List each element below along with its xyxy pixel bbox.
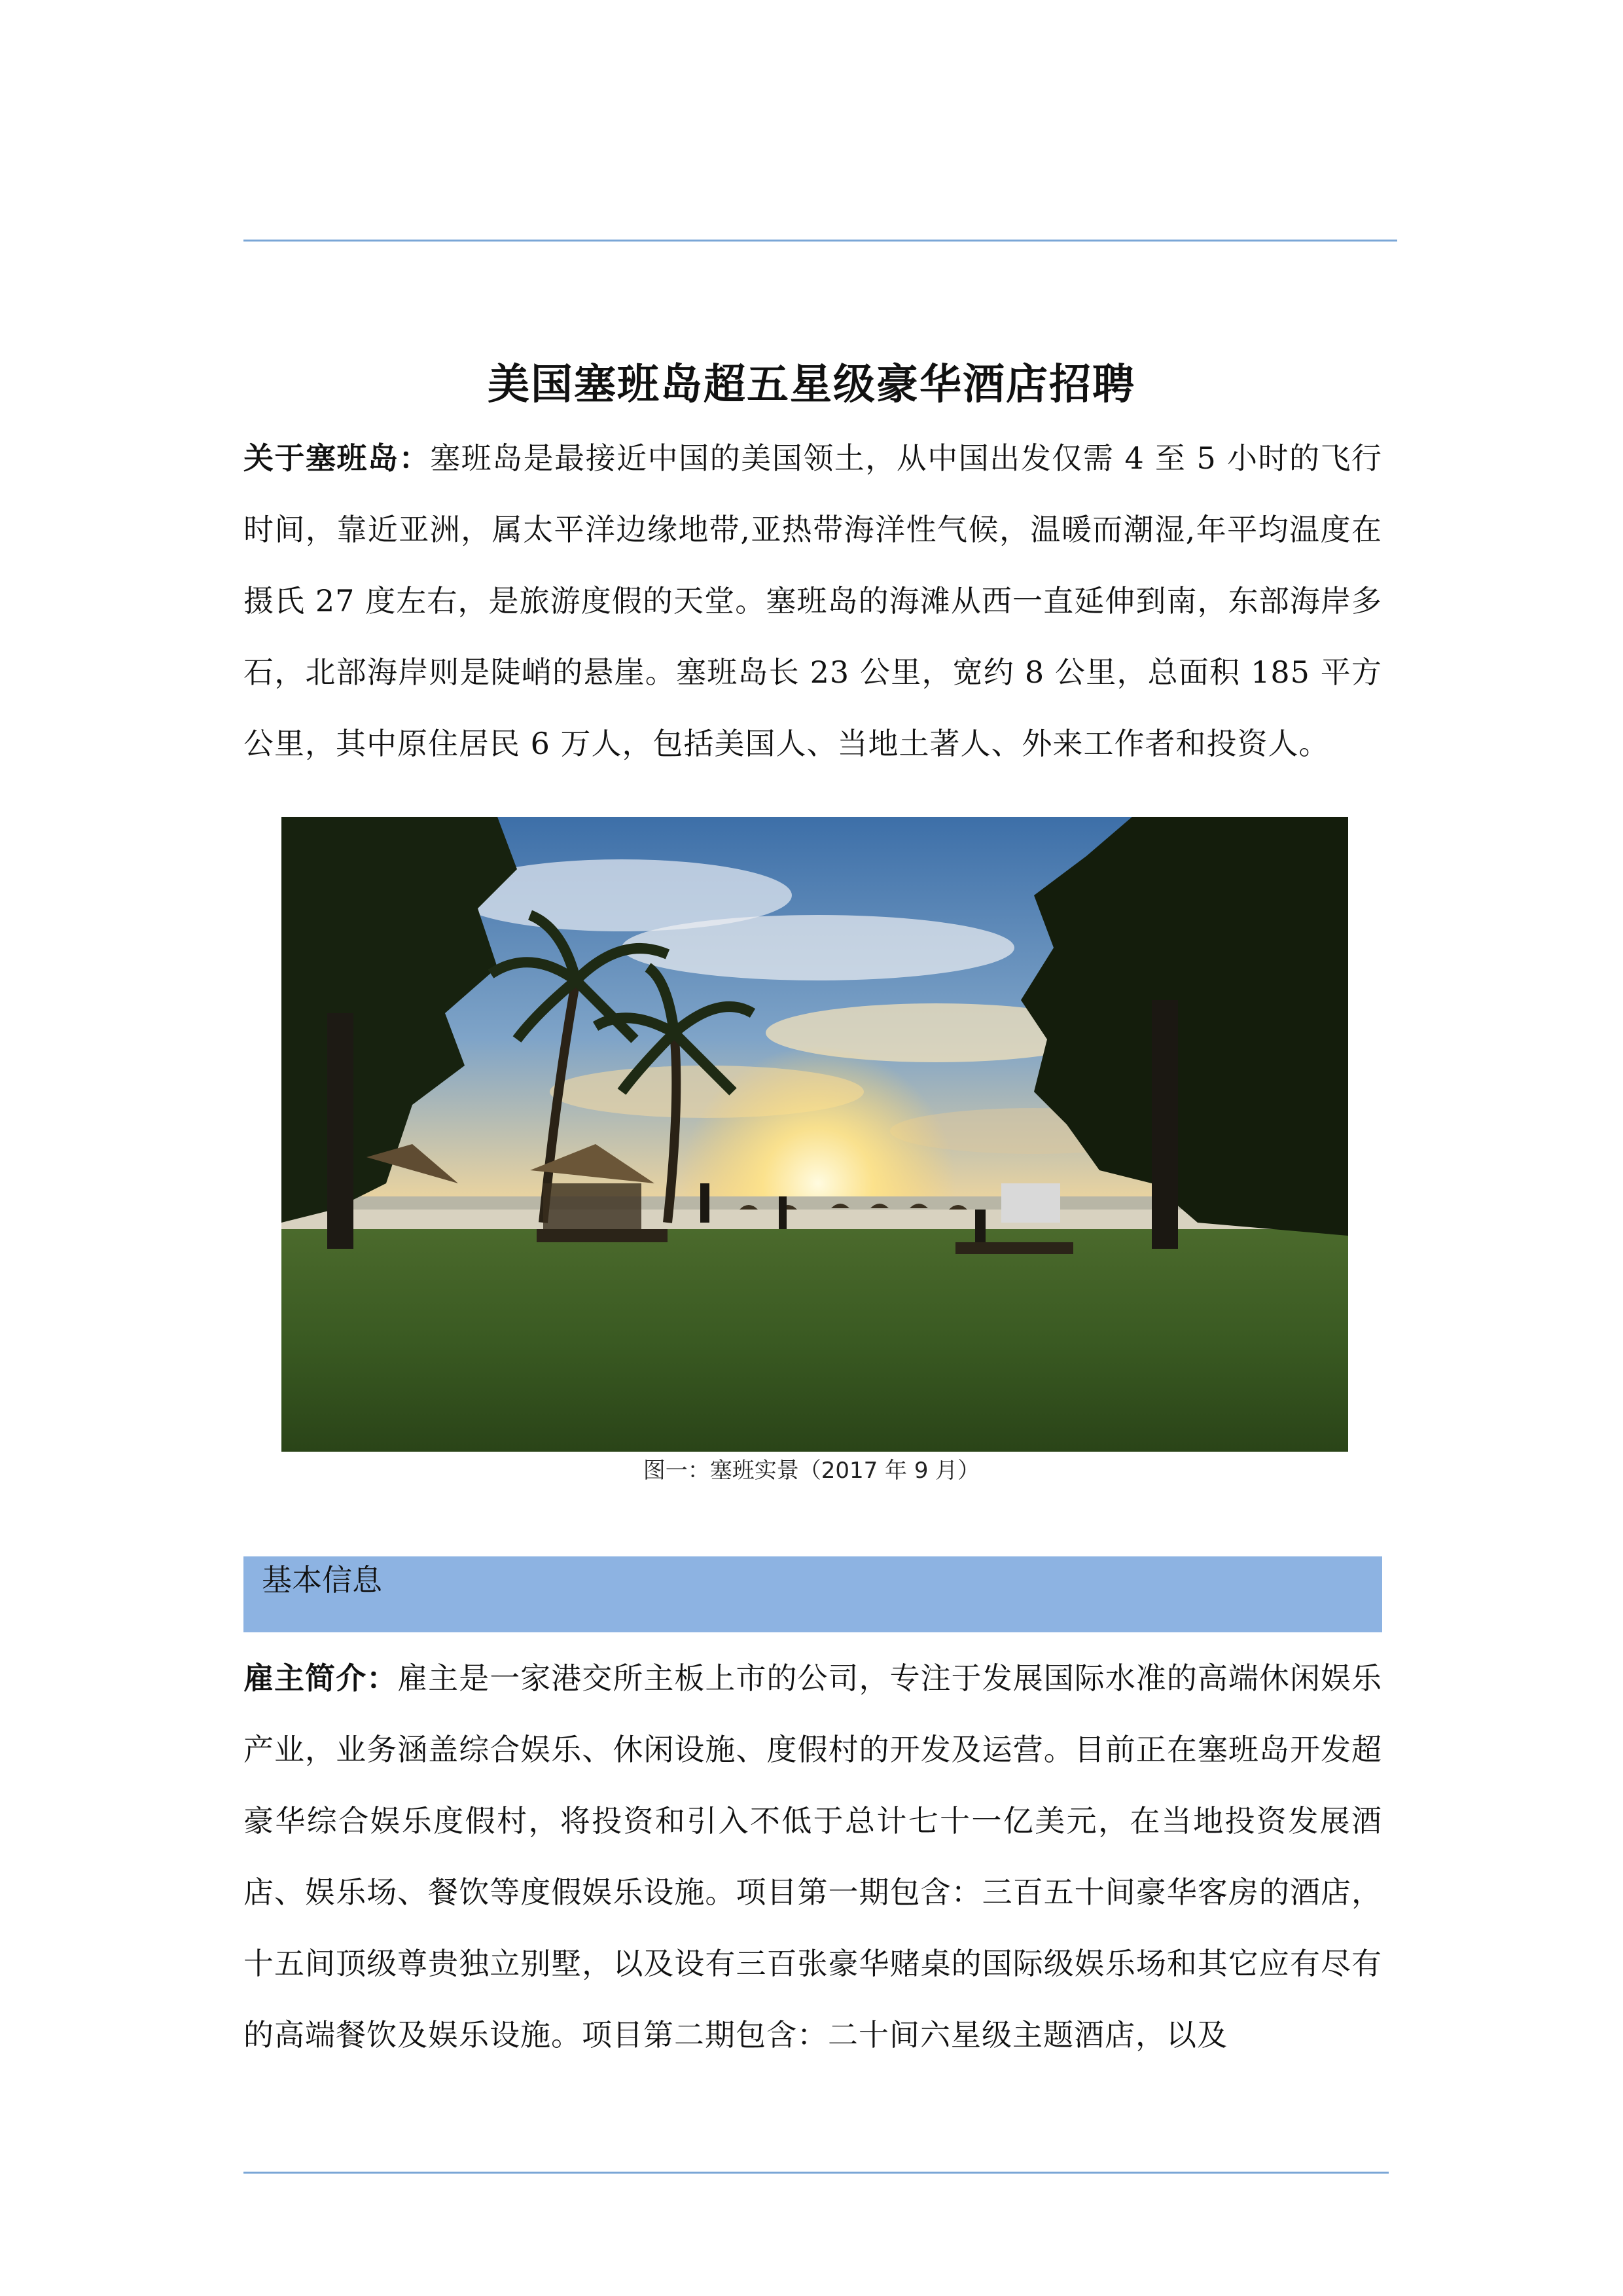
page-title: 美国塞班岛超五星级豪华酒店招聘 (488, 361, 1135, 409)
header-rule (243, 240, 1397, 242)
section-header-bar (243, 1556, 1382, 1632)
figure-caption: 图一：塞班实景（2017 年 9 月） (643, 1458, 980, 1484)
section-title: 基本信息 (262, 1562, 382, 1598)
saipan-beach-photo (281, 817, 1348, 1452)
intro-paragraph (243, 423, 1382, 780)
employer-text: 雇主是一家港交所主板上市的公司，专注于发展国际水准的高端休闲娱乐产业，业务涵盖综合娱乐、休闲设施、度假村的开发及运营。目前正在塞班岛开发超豪华综合娱乐度假村，将投资和引入不低于总计七十一亿美元，在当地投资发展酒店、娱乐场、餐饮等度假娱乐设施。项目第一期包含：三百五十间豪华客房的酒店，十五间顶级尊贵独立别墅，以及设有三百张豪华赌桌的国际级娱乐场和其它应有尽有的高端餐饮及娱乐设施。项目第二期包含：二十间六星级主题酒店，以及 (243, 1660, 1383, 2053)
intro-label: 关于塞班岛： (243, 440, 431, 476)
employer-label: 雇主简介： (243, 1660, 398, 1696)
employer-paragraph (243, 1643, 1382, 2071)
footer-rule (243, 2172, 1389, 2174)
intro-text: 塞班岛是最接近中国的美国领土，从中国出发仅需 4 至 5 小时的飞行时间，靠近亚洲，属太平洋边缘地带,亚热带海洋性气候，温暖而潮湿,年平均温度在摄氏 27 度左右，是旅游度假的天堂。塞班岛的海滩从西一直延伸到南，东部海岸多石，北部海岸则是陡峭的悬崖。塞班岛长 23 公里，宽约 8 公里，总面积 185 平方公里，其中原住居民 6 万人，包括美国人、当地土著人、外来工作者和投资人。 (243, 440, 1382, 761)
